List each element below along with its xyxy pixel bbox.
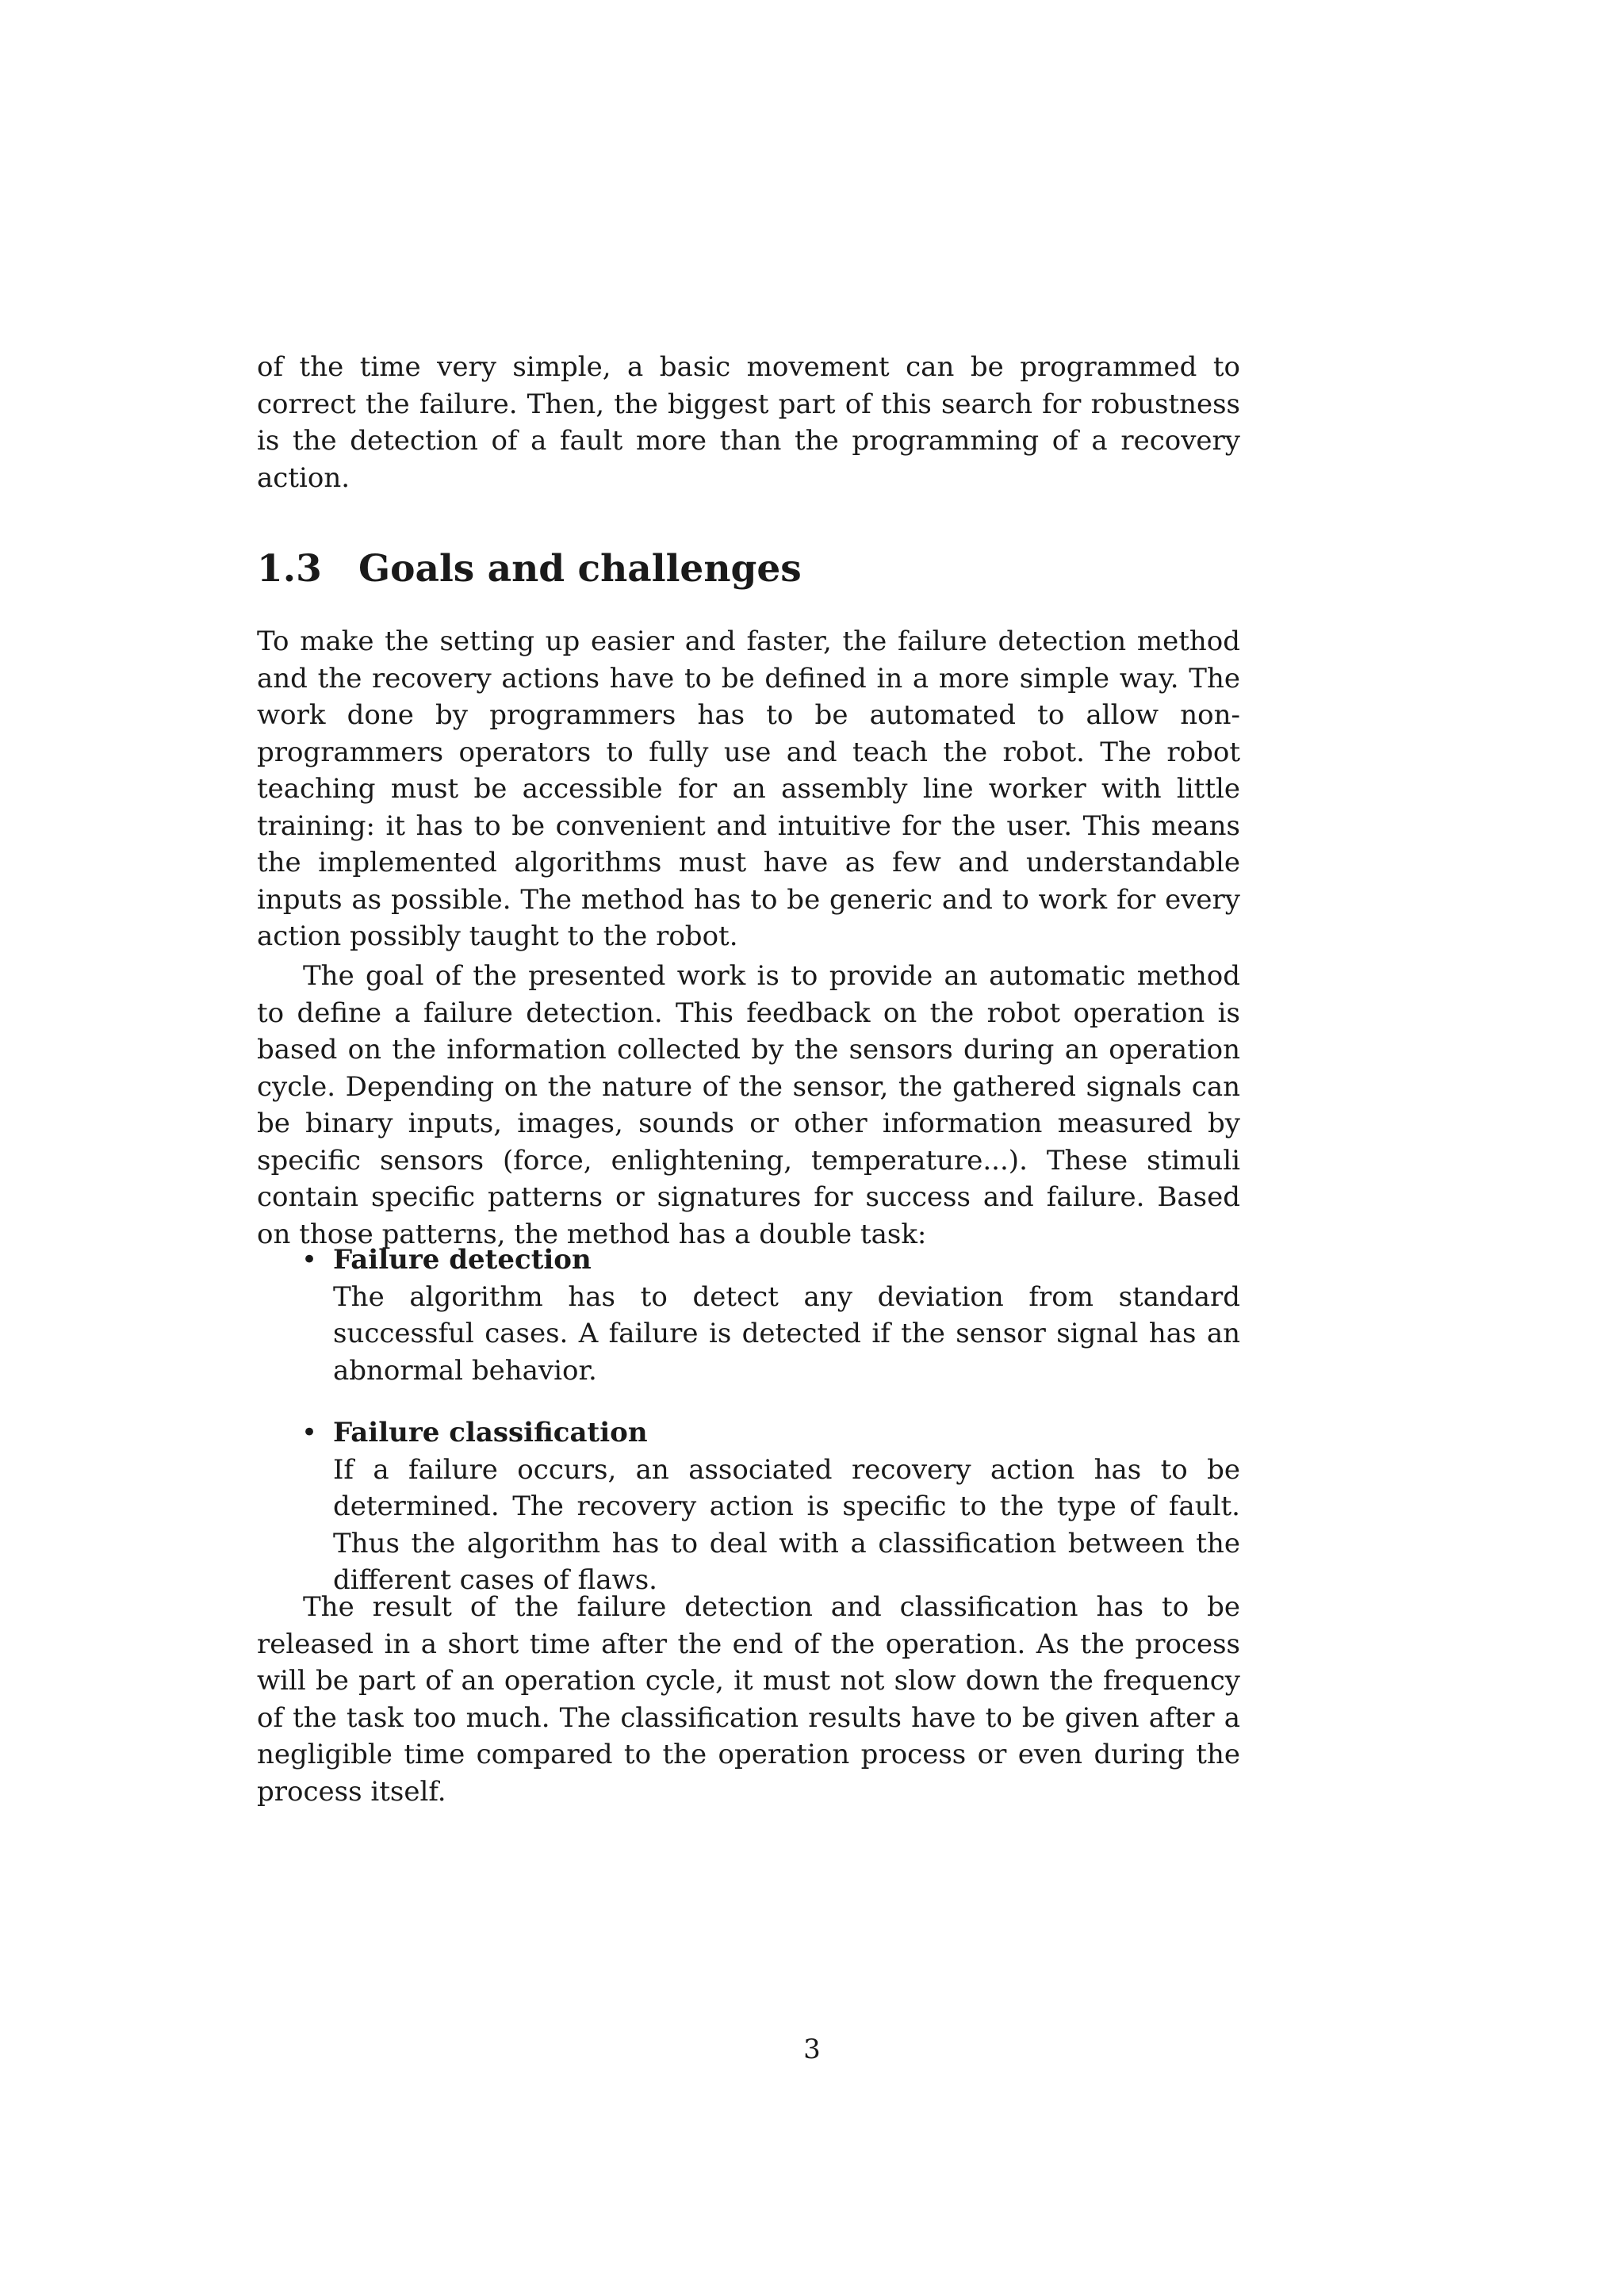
bullet-text: The algorithm has to detect any deviation from standard successful cases. A failure is detected if the sensor signal has an abnormal behavior.	[333, 1280, 1240, 1387]
bullet-icon: •	[301, 1244, 318, 1276]
bullet-title: Failure detection	[333, 1244, 592, 1276]
bullet-text: If a failure occurs, an associated recovery action has to be determined. The recovery action is specific to the type of fault. Thus the algorithm has to deal with a classification between the different cases of flaws.	[333, 1453, 1240, 1596]
section-number: 1.3	[257, 547, 322, 591]
bullet-list	[301, 1414, 1240, 1599]
list-item	[301, 1414, 1240, 1599]
page-number: 3	[803, 2034, 821, 2065]
bullet-title: Failure classification	[333, 1417, 648, 1448]
section-heading	[257, 545, 802, 593]
bullet-list	[301, 1242, 1240, 1389]
paragraph-goals-1: To make the setting up easier and faster, the failure detection method and the recovery actions have to be defined in a more simple way. The work done by programmers has to be automated to allow non-programmers operators to fully use and teach the robot. The robot teaching must be accessible for an assembly line worker with little training: it has to be convenient and intuitive for the user. This means the implemented algorithms must have as few and understandable inputs as possible. The method has to be generic and to work for every action possibly taught to the robot.	[257, 626, 1240, 952]
paragraph-goals-2: The goal of the presented work is to provide an automatic method to define a failure detection. This feedback on the robot operation is based on the information collected by the sensors during an operation cycle. Depending on the nature of the sensor, the gathered signals can be binary inputs, images, sounds or other information measured by specific sensors (force, enlightening, temperature...). These stimuli contain specific patterns or signatures for success and failure. Based on those patterns, the method has a double task:	[257, 960, 1240, 1250]
paragraph-intro-tail: of the time very simple, a basic movement can be programmed to correct the failure. Then, the biggest part of this search for robustness is the detection of a fault more than the programming of a recovery action.	[257, 351, 1240, 494]
section-title: Goals and challenges	[358, 547, 802, 591]
bullet-icon: •	[301, 1417, 318, 1448]
paragraph-goals-3: The result of the failure detection and classification has to be released in a short time after the end of the operation. As the process will be part of an operation cycle, it must not slow down the frequency of the task too much. The classification results have to be given after a negligible time compared to the operation process or even during the process itself.	[257, 1591, 1240, 1808]
list-item	[301, 1242, 1240, 1389]
